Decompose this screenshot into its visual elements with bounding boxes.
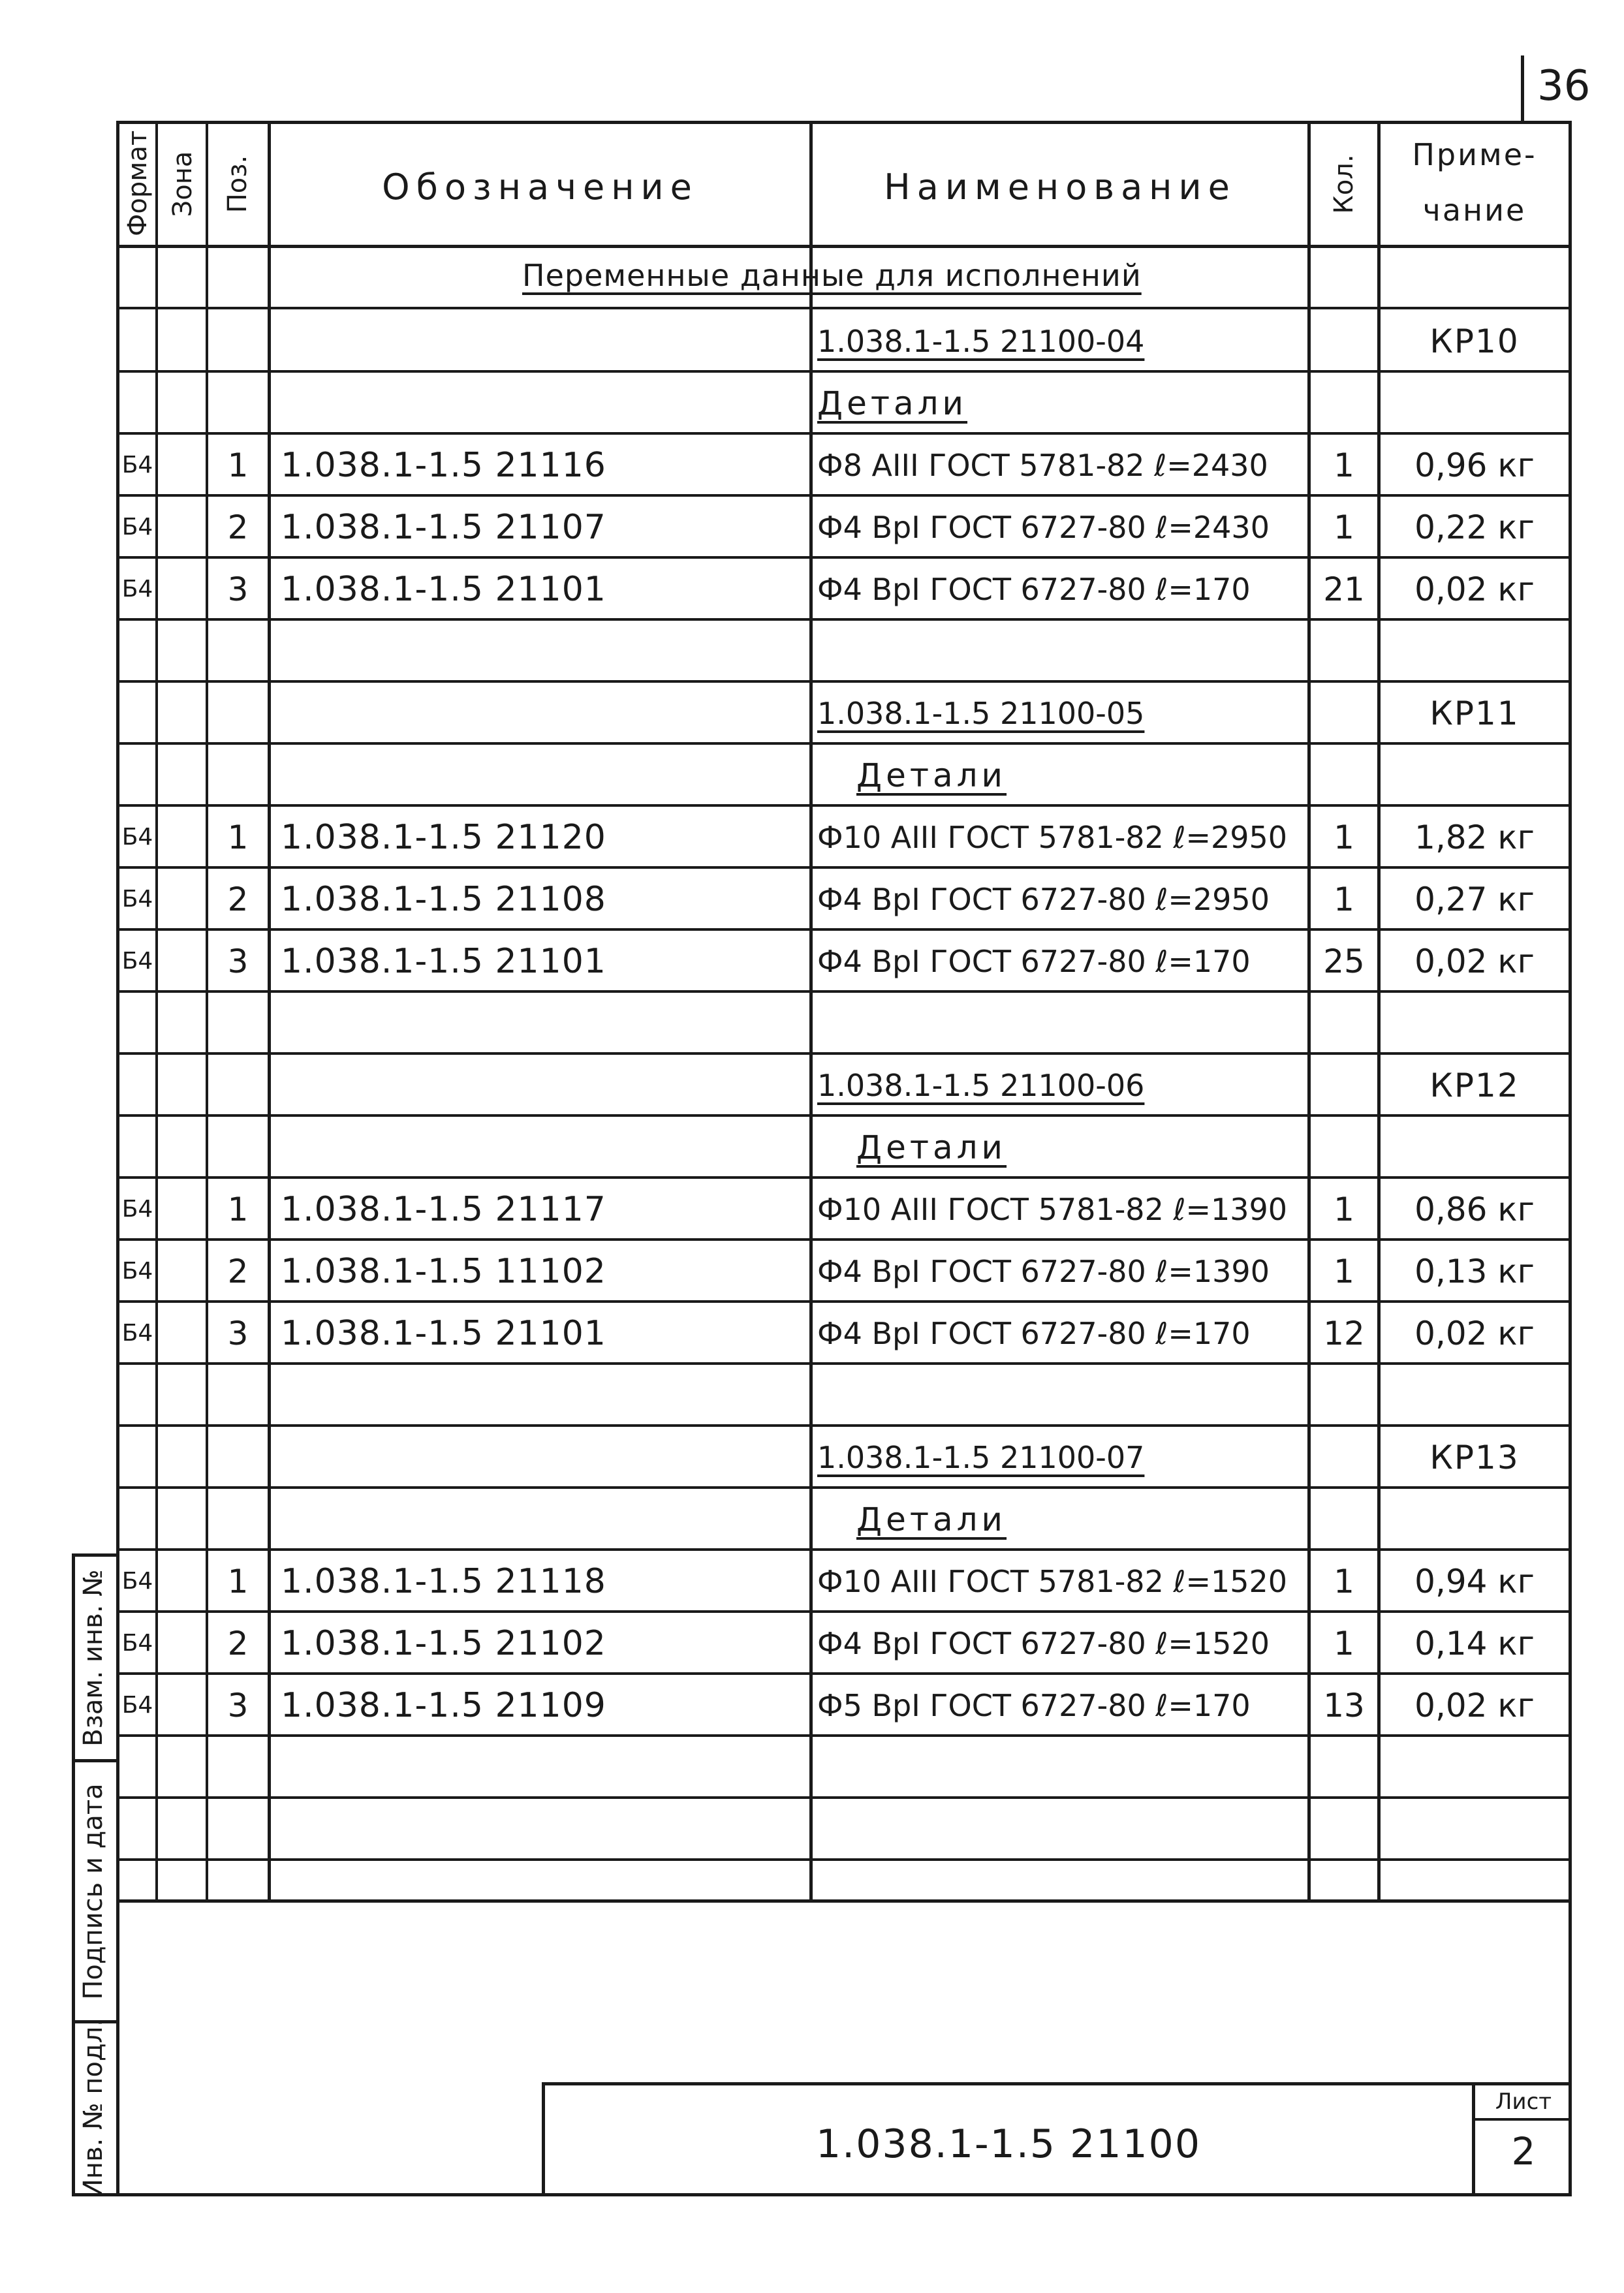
header-pos: Поз. <box>223 155 253 213</box>
cell-name: Ф8 АIII ГОСТ 5781-82 ℓ=2430 <box>817 448 1268 483</box>
cell-position: 2 <box>227 1625 249 1662</box>
cell-quantity: 1 <box>1334 1253 1354 1290</box>
title-block-code: 1.038.1-1.5 21100 <box>815 2121 1202 2167</box>
group-mark: КР13 <box>1429 1439 1520 1476</box>
cell-quantity: 1 <box>1334 1563 1354 1600</box>
cell-format: Б4 <box>121 514 153 540</box>
cell-quantity: 13 <box>1323 1687 1365 1724</box>
sheet-number: 2 <box>1511 2129 1536 2174</box>
cell-designation: 1.038.1-1.5 21109 <box>281 1686 606 1725</box>
cell-quantity: 1 <box>1334 1625 1354 1662</box>
cell-position: 2 <box>227 881 249 918</box>
cell-quantity: 1 <box>1334 508 1354 546</box>
cell-designation: 1.038.1-1.5 21118 <box>281 1562 606 1601</box>
stamp-inv-orig: Инв. № подл. <box>78 2018 108 2198</box>
cell-format: Б4 <box>121 1630 153 1657</box>
cell-quantity: 21 <box>1323 570 1365 608</box>
cell-quantity: 12 <box>1323 1315 1365 1352</box>
group-code: 1.038.1-1.5 21100-05 <box>817 696 1145 731</box>
header-note-line2: чание <box>1422 193 1527 228</box>
cell-name: Ф5 ВрI ГОСТ 6727-80 ℓ=170 <box>817 1688 1251 1723</box>
sheet-label: Лист <box>1495 2089 1552 2115</box>
group-code: 1.038.1-1.5 21100-06 <box>817 1068 1145 1103</box>
header-qty: Кол. <box>1329 154 1359 214</box>
cell-note: 0,27 кг <box>1414 881 1535 918</box>
cell-quantity: 1 <box>1334 819 1354 856</box>
cell-note: 0,02 кг <box>1414 570 1535 608</box>
cell-position: 3 <box>227 570 249 608</box>
group-mark: КР11 <box>1429 694 1520 732</box>
cell-position: 2 <box>227 1253 249 1290</box>
cell-designation: 1.038.1-1.5 21108 <box>281 880 606 919</box>
cell-format: Б4 <box>121 948 153 975</box>
cell-format: Б4 <box>121 886 153 913</box>
cell-format: Б4 <box>121 1692 153 1719</box>
cell-position: 2 <box>227 508 249 546</box>
cell-name: Ф4 ВрI ГОСТ 6727-80 ℓ=170 <box>817 572 1251 607</box>
cell-name: Ф4 ВрI ГОСТ 6727-80 ℓ=170 <box>817 1316 1251 1351</box>
cell-format: Б4 <box>121 824 153 850</box>
cell-format: Б4 <box>121 1568 153 1595</box>
header-note-line1: Приме- <box>1412 137 1537 172</box>
group-mark: КР12 <box>1429 1067 1520 1104</box>
cell-format: Б4 <box>121 1258 153 1285</box>
group-subheading: Детали <box>856 1129 1007 1166</box>
table-bottom-border <box>116 2193 1572 2196</box>
cell-note: 0,96 кг <box>1414 446 1535 484</box>
cell-format: Б4 <box>121 452 153 478</box>
cell-name: Ф4 ВрI ГОСТ 6727-80 ℓ=1520 <box>817 1626 1270 1661</box>
cell-format: Б4 <box>121 1196 153 1223</box>
cell-designation: 1.038.1-1.5 21116 <box>281 446 606 485</box>
header-designation: Обозначение <box>382 166 698 208</box>
cell-name: Ф10 АIII ГОСТ 5781-82 ℓ=2950 <box>817 820 1288 855</box>
cell-designation: 1.038.1-1.5 21117 <box>281 1190 606 1229</box>
cell-name: Ф10 АIII ГОСТ 5781-82 ℓ=1390 <box>817 1192 1288 1227</box>
cell-note: 0,94 кг <box>1414 1563 1535 1600</box>
group-subheading: Детали <box>817 384 968 422</box>
cell-note: 1,82 кг <box>1414 819 1535 856</box>
cell-note: 0,22 кг <box>1414 508 1535 546</box>
cell-designation: 1.038.1-1.5 21101 <box>281 570 606 609</box>
cell-position: 1 <box>227 446 249 484</box>
cell-position: 1 <box>227 1191 249 1228</box>
page-number: 36 <box>1537 62 1591 110</box>
cell-name: Ф10 АIII ГОСТ 5781-82 ℓ=1520 <box>817 1564 1288 1599</box>
cell-name: Ф4 ВрI ГОСТ 6727-80 ℓ=2430 <box>817 510 1270 545</box>
cell-note: 0,02 кг <box>1414 1315 1535 1352</box>
cell-note: 0,14 кг <box>1414 1625 1535 1662</box>
cell-name: Ф4 ВрI ГОСТ 6727-80 ℓ=2950 <box>817 882 1270 917</box>
section-title: Переменные данные для исполнений <box>522 258 1142 293</box>
cell-note: 0,13 кг <box>1414 1253 1535 1290</box>
header-format: Формат <box>123 130 153 236</box>
cell-quantity: 1 <box>1334 881 1354 918</box>
group-code: 1.038.1-1.5 21100-07 <box>817 1440 1145 1475</box>
cell-position: 1 <box>227 1563 249 1600</box>
cell-position: 3 <box>227 1687 249 1724</box>
table-top-border <box>116 121 1572 124</box>
cell-format: Б4 <box>121 1320 153 1347</box>
cell-designation: 1.038.1-1.5 21107 <box>281 508 606 547</box>
group-code: 1.038.1-1.5 21100-04 <box>817 324 1145 359</box>
cell-note: 0,02 кг <box>1414 1687 1535 1724</box>
cell-designation: 1.038.1-1.5 11102 <box>281 1252 606 1291</box>
cell-note: 0,02 кг <box>1414 943 1535 980</box>
cell-quantity: 1 <box>1334 1191 1354 1228</box>
cell-note: 0,86 кг <box>1414 1191 1535 1228</box>
cell-designation: 1.038.1-1.5 21120 <box>281 818 606 857</box>
cell-quantity: 1 <box>1334 446 1354 484</box>
cell-position: 1 <box>227 819 249 856</box>
stamp-sign-date: Подпись и дата <box>78 1783 108 2000</box>
cell-designation: 1.038.1-1.5 21102 <box>281 1624 606 1663</box>
cell-position: 3 <box>227 1315 249 1352</box>
cell-position: 3 <box>227 943 249 980</box>
group-subheading: Детали <box>856 1501 1007 1538</box>
cell-designation: 1.038.1-1.5 21101 <box>281 942 606 981</box>
cell-format: Б4 <box>121 576 153 602</box>
group-subheading: Детали <box>856 757 1007 794</box>
cell-name: Ф4 ВрI ГОСТ 6727-80 ℓ=1390 <box>817 1254 1270 1289</box>
cell-quantity: 25 <box>1323 943 1365 980</box>
stamp-replace-inv: Взам. инв. № <box>78 1569 108 1747</box>
header-name: Наименование <box>884 166 1236 208</box>
header-zone: Зона <box>168 151 198 217</box>
cell-designation: 1.038.1-1.5 21101 <box>281 1314 606 1353</box>
cell-name: Ф4 ВрI ГОСТ 6727-80 ℓ=170 <box>817 944 1251 979</box>
group-mark: КР10 <box>1429 322 1520 360</box>
